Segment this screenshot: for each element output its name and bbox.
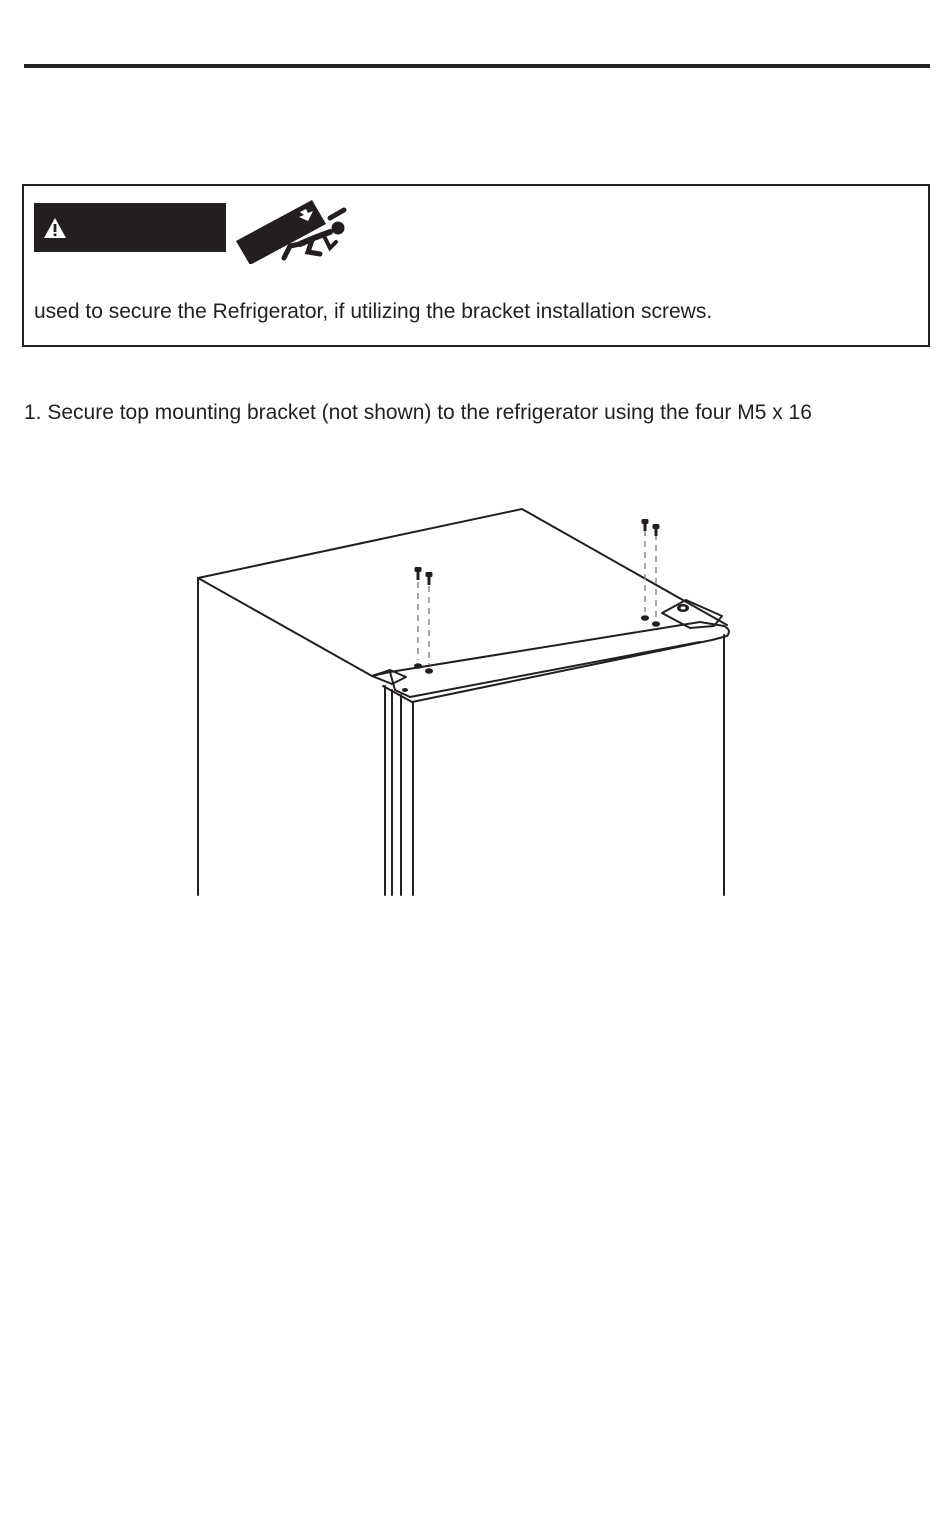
top-rule — [24, 64, 930, 68]
warning-badge — [34, 203, 226, 252]
warning-box — [22, 184, 930, 347]
step-1-text: 1. Secure top mounting bracket (not shown) to the refrigerator using the four M5 x 16 — [24, 401, 812, 424]
warning-triangle-icon — [43, 217, 67, 239]
tip-over-hazard-icon — [234, 198, 354, 264]
refrigerator-illustration — [180, 495, 750, 900]
warning-text: used to secure the Refrigerator, if utilizing the bracket installation screws. — [34, 300, 713, 323]
